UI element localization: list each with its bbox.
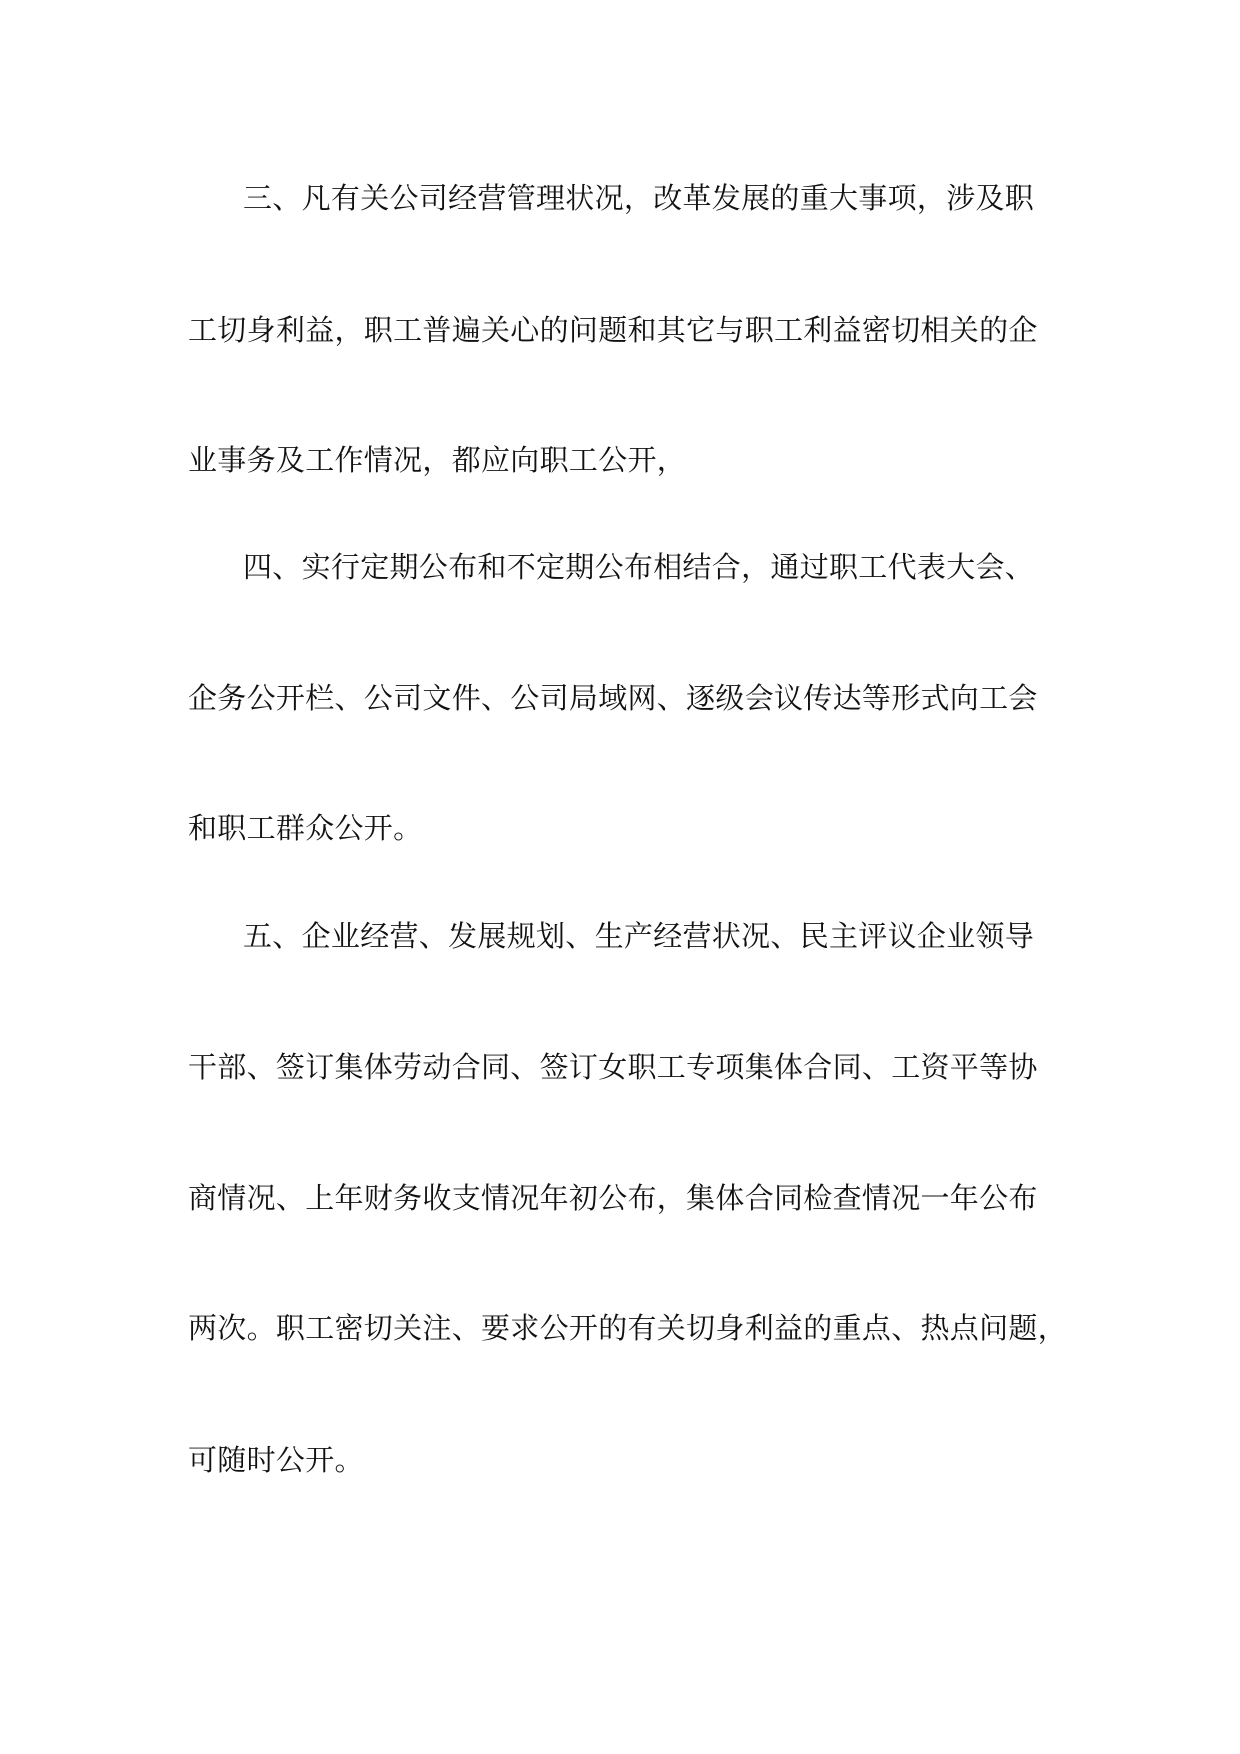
paragraph-3-line-2: 工切身利益，职工普遍关心的问题和其它与职工利益密切相关的企 — [188, 313, 1038, 347]
paragraph-3-line-1: 三、凡有关公司经营管理状况，改革发展的重大事项，涉及职 — [243, 181, 1035, 215]
paragraph-4-line-3: 和职工群众公开。 — [188, 811, 423, 845]
paragraph-5-line-4: 两次。职工密切关注、要求公开的有关切身利益的重点、热点问题， — [188, 1311, 1068, 1345]
paragraph-3-line-3: 业事务及工作情况，都应向职工公开， — [188, 443, 687, 477]
paragraph-4-line-2: 企务公开栏、公司文件、公司局域网、逐级会议传达等形式向工会 — [188, 681, 1038, 715]
paragraph-5-line-1: 五、企业经营、发展规划、生产经营状况、民主评议企业领导 — [243, 919, 1035, 953]
paragraph-5-line-3: 商情况、上年财务收支情况年初公布，集体合同检查情况一年公布 — [188, 1181, 1038, 1215]
paragraph-5-line-5: 可随时公开。 — [188, 1443, 364, 1477]
paragraph-4-line-1: 四、实行定期公布和不定期公布相结合，通过职工代表大会、 — [243, 550, 1035, 584]
paragraph-5-line-2: 干部、签订集体劳动合同、签订女职工专项集体合同、工资平等协 — [188, 1050, 1038, 1084]
